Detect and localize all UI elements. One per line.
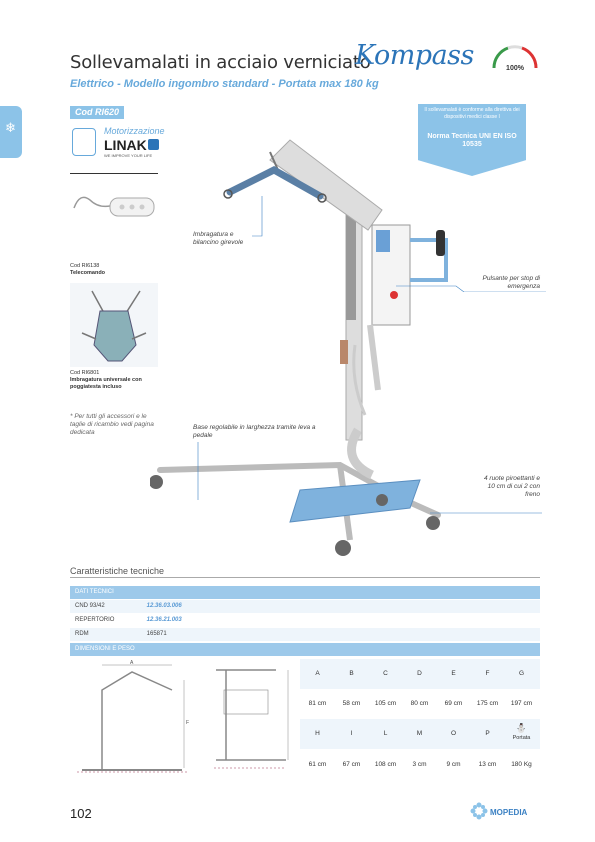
motor-sub: WE IMPROVE YOUR LIFE <box>104 153 153 158</box>
dim-header: E <box>451 670 456 677</box>
brand-logo: Kompass <box>355 40 474 71</box>
dim-header: H <box>315 730 320 737</box>
dim-value: 108 cm <box>374 761 397 768</box>
dim-header: O <box>450 730 457 737</box>
dim-value: 61 cm <box>308 761 327 768</box>
table-row <box>70 628 540 641</box>
motor-brand: LINAK <box>104 137 147 153</box>
row-value: 12.36.03.006 <box>146 603 182 609</box>
dim-value: 81 cm <box>308 700 327 707</box>
standard-text: Norma Tecnica UNI EN ISO 10535 <box>427 133 517 148</box>
table-section-header: DIMENSIONI E PESO <box>70 643 540 656</box>
dim-value: 13 cm <box>478 761 497 768</box>
dim-value: 3 cm <box>412 761 427 768</box>
accessory-code: Cod RI6801 <box>70 370 100 376</box>
sling-image <box>70 283 158 367</box>
made-in-italy-badge <box>488 40 542 74</box>
remote-control-image <box>70 188 160 228</box>
page-title: Sollevamalati in acciaio verniciato <box>70 52 371 73</box>
dim-header: A <box>315 670 320 677</box>
product-code: Cod RI620 <box>70 106 124 119</box>
accessory-note: * Per tutti gli accessori e le taglie di ricambio vedi pagina dedicata <box>70 413 154 436</box>
dim-value: 175 cm <box>476 700 499 707</box>
dim-header: Portata <box>512 735 531 741</box>
dimensions-grid <box>300 659 540 779</box>
annotation-line <box>396 280 546 292</box>
dim-header: G <box>518 670 525 677</box>
dim-value: 9 cm <box>446 761 461 768</box>
dim-value: 58 cm <box>342 700 361 707</box>
annotation-line <box>252 196 272 241</box>
front-dimension-diagram <box>196 660 300 778</box>
dim-header: C <box>383 670 388 677</box>
table-row <box>70 600 540 613</box>
dim-header: B <box>349 670 354 677</box>
dim-header: M <box>416 730 423 737</box>
dim-header: P <box>485 730 490 737</box>
row-label: RDM <box>75 631 89 637</box>
badge-percent: 100% <box>506 65 524 72</box>
dim-value: 69 cm <box>444 700 463 707</box>
specs-table <box>70 586 540 656</box>
annotation-emergency: Pulsante per stop di emergenza <box>482 275 540 290</box>
dim-value: 80 cm <box>410 700 429 707</box>
person-icon: ⛄ <box>515 723 528 733</box>
dim-header: F <box>485 670 490 677</box>
dim-header: L <box>383 730 388 737</box>
table-section-header: DATI TECNICI <box>70 586 540 599</box>
dim-value: 197 cm <box>510 700 533 707</box>
annotation-wheels: 4 ruote piroettanti e 10 cm di cui 2 con freno <box>483 475 540 498</box>
battery-icon <box>72 128 96 156</box>
dim-value: 105 cm <box>374 700 397 707</box>
annotation-line <box>430 505 542 517</box>
specs-title: Caratteristiche tecniche <box>70 566 165 576</box>
snowflake-icon: ❄ <box>5 120 16 135</box>
page-number: 102 <box>70 806 92 821</box>
accessory-name: Telecomando <box>70 270 106 276</box>
divider <box>70 173 158 174</box>
svg-text:A: A <box>130 660 134 666</box>
page-subtitle: Elettrico - Modello ingombro standard - Portata max 180 kg <box>70 78 379 90</box>
motor-label: Motorizzazione <box>104 126 165 136</box>
accessory-code: Cod RI6138 <box>70 263 100 269</box>
annotation-base: Base regolabile in larghezza tramite leva a pedale <box>193 424 316 439</box>
conformity-text: Il sollevamalati è conforme alla direttiva dei dispositivi medici classe I <box>424 107 520 120</box>
divider <box>70 577 540 578</box>
row-label: REPERTORIO <box>75 617 115 623</box>
mopedia-logo-icon <box>470 802 488 820</box>
row-value: 165871 <box>146 631 167 637</box>
dim-header: D <box>417 670 422 677</box>
dim-header: I <box>350 730 353 737</box>
annotation-hanger: Imbragatura e bilancino girevole <box>193 231 244 246</box>
accessory-name: Imbragatura universale con poggiatesta incluso <box>70 377 142 390</box>
annotation-line <box>192 442 204 502</box>
row-label: CND 93/42 <box>75 603 105 609</box>
side-dimension-diagram <box>72 660 192 778</box>
table-row <box>70 614 540 627</box>
mopedia-logo-text: MOPEDIA <box>490 808 528 817</box>
dim-value: 67 cm <box>342 761 361 768</box>
dim-value: 180 Kg <box>511 761 532 768</box>
row-value: 12.36.21.003 <box>146 617 182 623</box>
svg-text:F: F <box>186 720 190 726</box>
